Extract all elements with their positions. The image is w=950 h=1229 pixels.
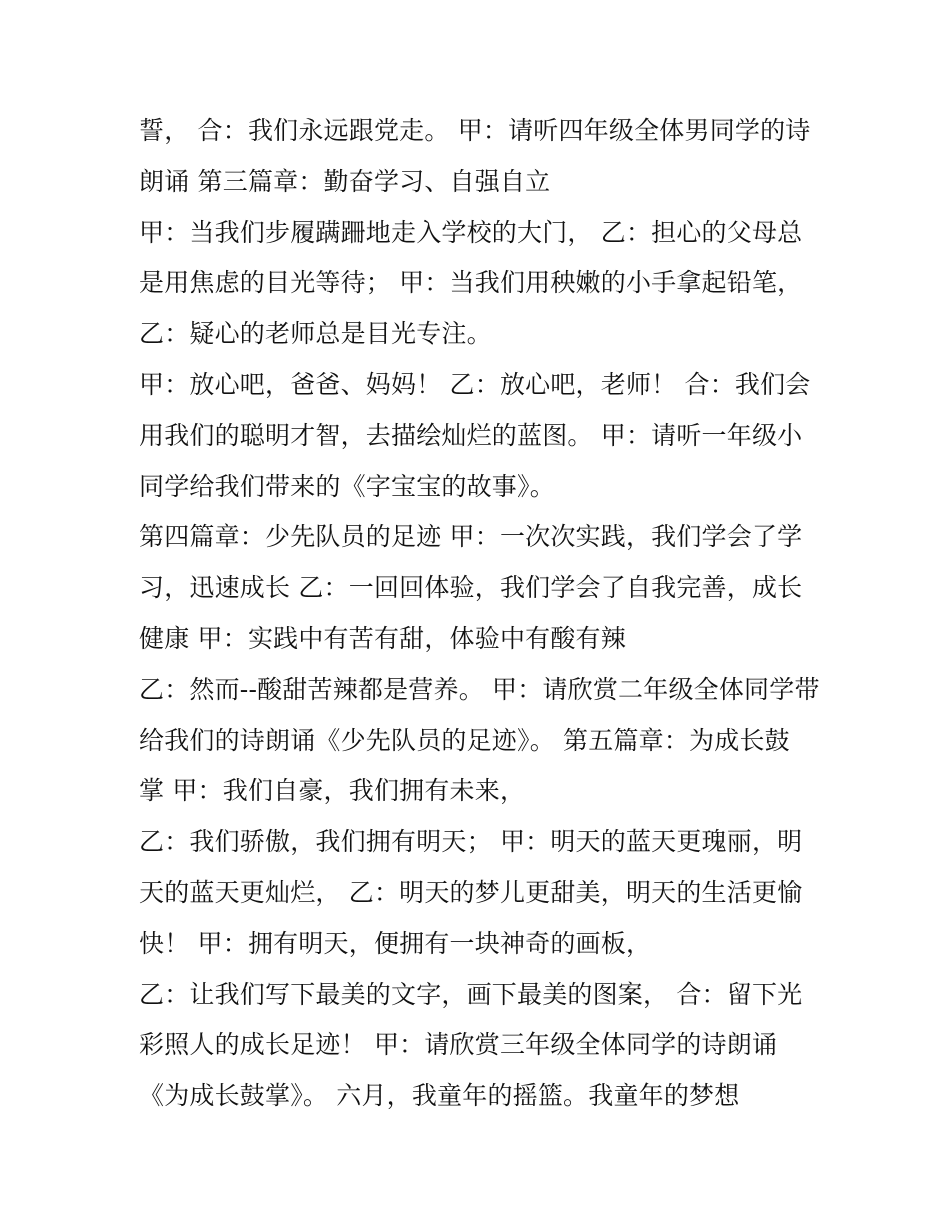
text-line: 《为成长鼓掌》。 六月，我童年的摇篮。我童年的梦想 <box>139 1081 740 1111</box>
text-line: 是用焦虑的目光等待； 甲：当我们用秧嫩的小手拿起铅笔， <box>139 268 803 298</box>
text-line: 乙：让我们写下最美的文字，画下最美的图案， 合：留下光 <box>139 979 803 1009</box>
text-line: 天的蓝天更灿烂， 乙：明天的梦儿更甜美，明天的生活更愉 <box>139 877 803 907</box>
text-line: 用我们的聪明才智，去描绘灿烂的蓝图。 甲：请听一年级小 <box>139 420 803 450</box>
document-body <box>139 106 829 1122</box>
text-line: 快！ 甲：拥有明天，便拥有一块神奇的画板， <box>139 928 652 958</box>
text-line: 掌 甲：我们自豪，我们拥有未来， <box>139 776 526 806</box>
text-line: 给我们的诗朗诵《少先队员的足迹》。 第五篇章：为成长鼓 <box>139 725 790 755</box>
text-line: 第四篇章：少先队员的足迹 甲：一次次实践，我们学会了学 <box>139 522 803 552</box>
text-line: 乙：我们骄傲，我们拥有明天； 甲：明天的蓝天更瑰丽，明 <box>139 827 803 857</box>
text-line: 习，迅速成长 乙：一回回体验，我们学会了自我完善，成长 <box>139 573 803 603</box>
text-line: 朗诵 第三篇章：勤奋学习、自强自立 <box>139 166 551 196</box>
text-line: 乙：然而--酸甜苦辣都是营养。 甲：请欣赏二年级全体同学带 <box>139 674 820 704</box>
text-line: 甲：当我们步履蹒跚地走入学校的大门， 乙：担心的父母总 <box>139 217 803 247</box>
text-line: 誓， 合：我们永远跟党走。 甲：请听四年级全体男同学的诗 <box>139 116 811 145</box>
text-line: 健康 甲：实践中有苦有甜，体验中有酸有辣 <box>139 623 626 653</box>
text-line: 甲：放心吧，爸爸、妈妈！ 乙：放心吧，老师！ 合：我们会 <box>139 369 811 399</box>
text-line: 彩照人的成长足迹！ 甲：请欣赏三年级全体同学的诗朗诵 <box>139 1030 778 1060</box>
text-line: 乙：疑心的老师总是目光专注。 <box>139 319 492 349</box>
text-line: 同学给我们带来的《字宝宝的故事》。 <box>139 471 555 501</box>
